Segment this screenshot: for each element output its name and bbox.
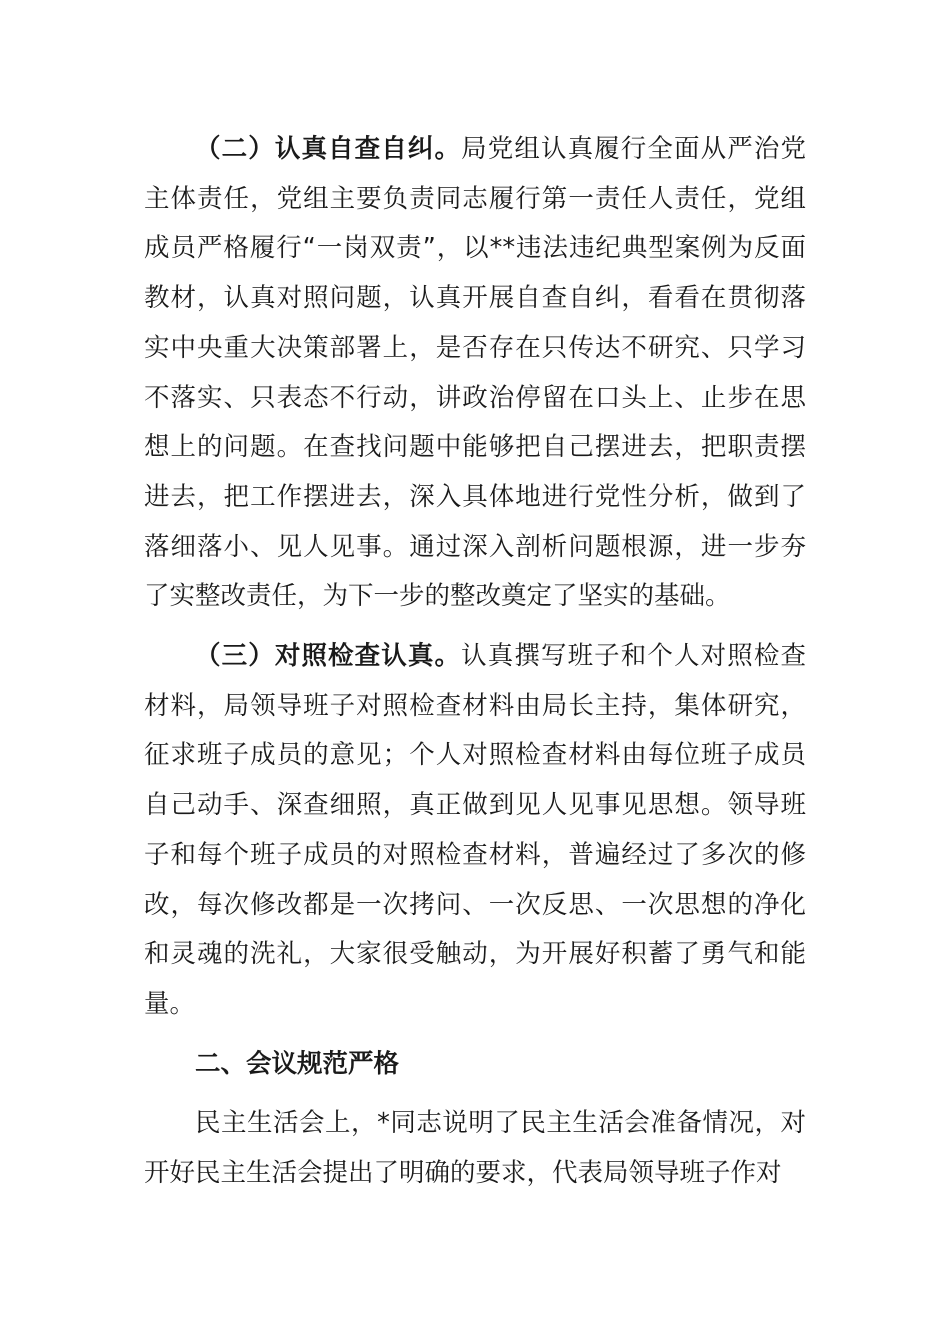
section-heading: 二、会议规范严格 [195, 1048, 400, 1079]
document-page [144, 125, 806, 1199]
paragraph-self-inspection [144, 125, 806, 622]
paragraph-body-check-materials: 认真撰写班子和个人对照检查材料，局领导班子对照检查材料由局长主持，集体研究，征求班子成员的意见；个人对照检查材料由每位班子成员自己动手、深查细照，真正做到见人见事见思想。领导班子和每个班子成员的对照检查材料，普遍经过了多次的修改，每次修改都是一次拷问、一次反思、一次思想的净化和灵魂的洗礼，大家很受触动，为开展好积蓄了勇气和能量。 [144, 641, 806, 1019]
paragraph-lead-check-materials: （三）对照检查认真。 [195, 641, 462, 672]
paragraph-check-materials [144, 632, 806, 1030]
paragraph-lead-self-inspection: （二）认真自查自纠。 [195, 134, 462, 164]
paragraph-body-self-inspection: 局党组认真履行全面从严治党主体责任，党组主要负责同志履行第一责任人责任，党组成员严格履行“一岗双责”，以**违法违纪典型案例为反面教材，认真对照问题，认真开展自查自纠，看看在贯彻落实中央重大决策部署上，是否存在只传达不研究、只学习不落实、只表态不行动，讲政治停留在口头上、止步在思想上的问题。在查找问题中能够把自己摆进去，把职责摆进去，把工作摆进去，深入具体地进行党性分析，做到了落细落小、见人见事。通过深入剖析问题根源，进一步夯了实整改责任，为下一步的整改奠定了坚实的基础。 [144, 134, 806, 612]
paragraph-meeting: 民主生活会上，*同志说明了民主生活会准备情况，对开好民主生活会提出了明确的要求，代表局领导班子作对 [144, 1108, 806, 1189]
